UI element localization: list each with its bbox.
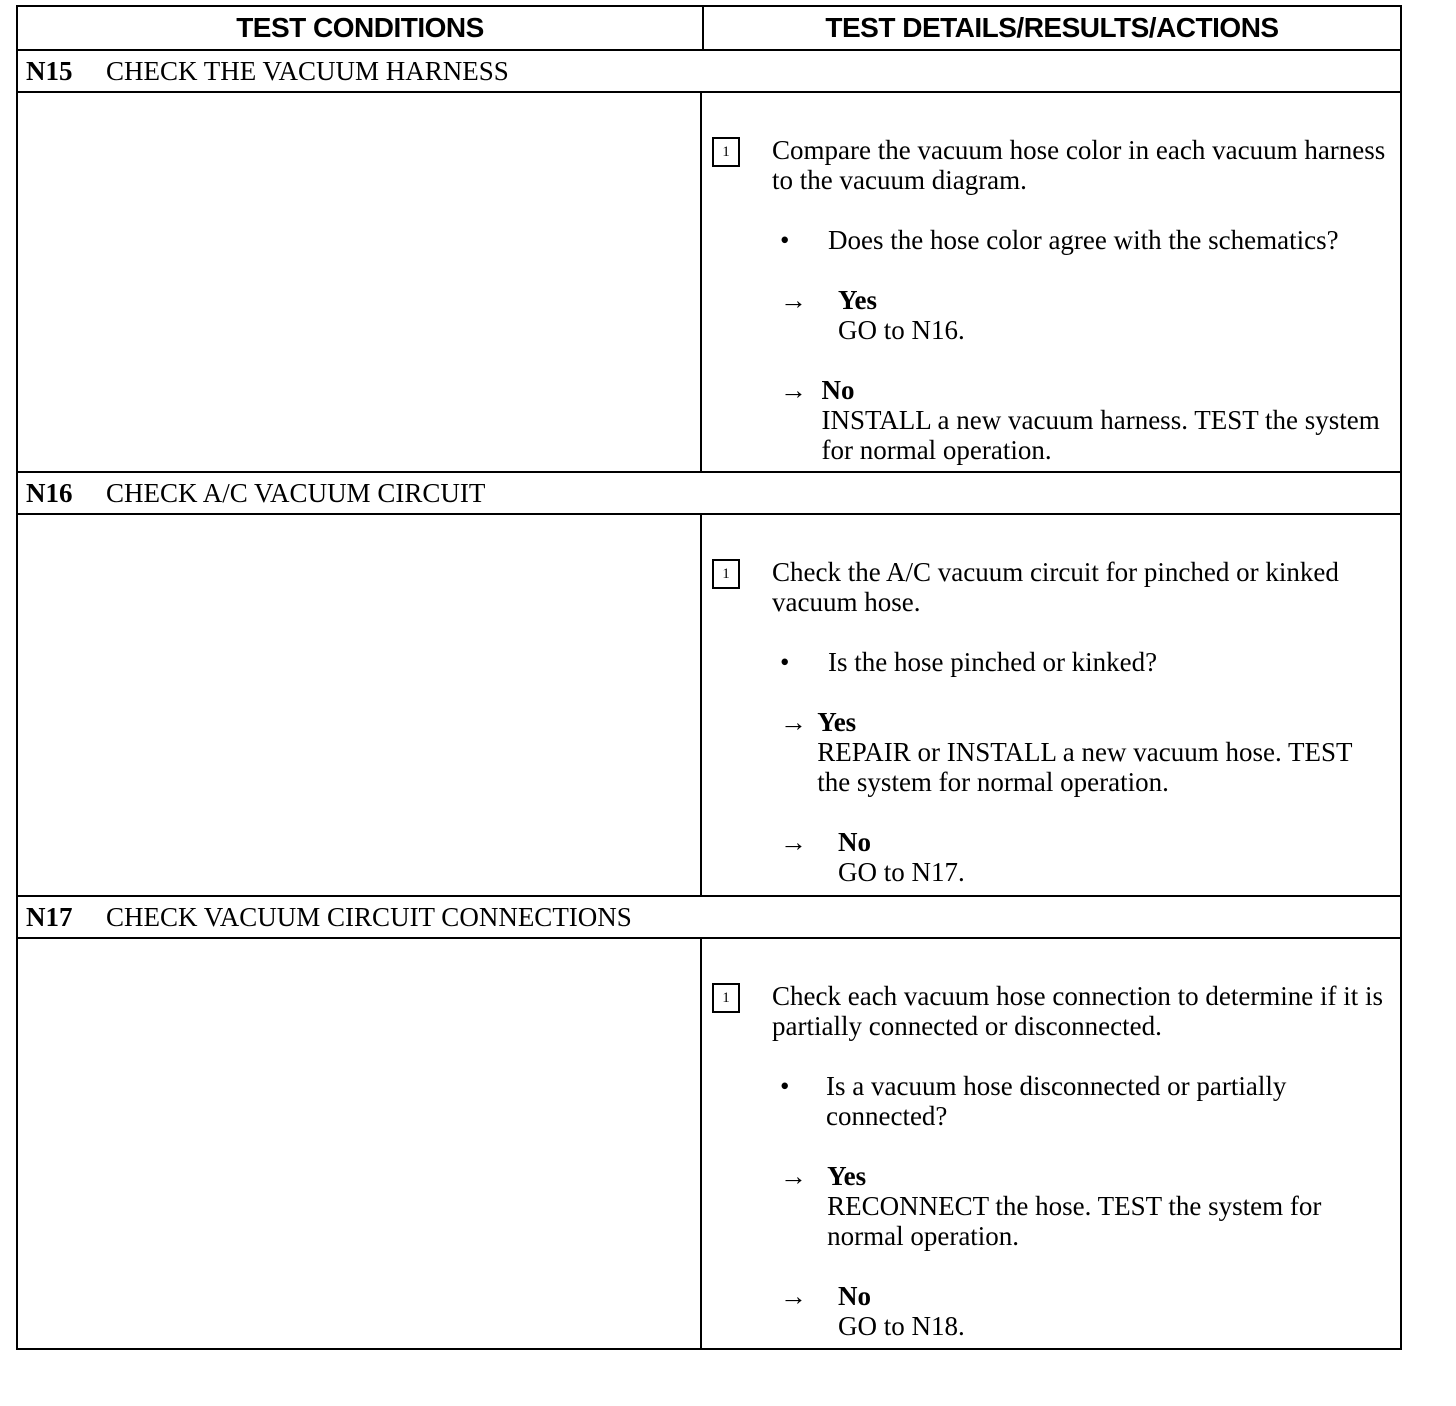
arrow-right-icon: → <box>780 1161 807 1191</box>
no-label: No <box>838 827 871 857</box>
question <box>780 1071 1390 1131</box>
answer-yes <box>780 1161 1390 1251</box>
step-number-box: 1 <box>712 559 740 589</box>
section-code: N16 <box>26 477 73 508</box>
question <box>780 225 1390 255</box>
arrow-right-icon: → <box>780 375 807 405</box>
yes-label: Yes <box>827 1161 867 1191</box>
step-number-box: 1 <box>712 983 740 1013</box>
section-title <box>18 897 1400 939</box>
section-body <box>18 93 1400 473</box>
bullet-icon: • <box>780 225 790 255</box>
section-title-text: CHECK THE VACUUM HARNESS <box>106 55 509 86</box>
test-conditions-cell <box>18 515 702 895</box>
header-test-details: TEST DETAILS/RESULTS/ACTIONS <box>825 12 1279 43</box>
arrow-right-icon: → <box>780 1281 807 1311</box>
no-action: GO to N17. <box>838 857 965 887</box>
arrow-right-icon: → <box>780 827 807 857</box>
arrow-right-icon: → <box>780 285 807 315</box>
step <box>712 135 1390 195</box>
step <box>712 557 1390 617</box>
answer-no <box>780 375 1390 465</box>
step-instruction: Check the A/C vacuum circuit for pinched or kinked vacuum hose. <box>772 557 1339 617</box>
header-test-conditions: TEST CONDITIONS <box>18 7 704 49</box>
step-instruction: Compare the vacuum hose color in each vacuum harness to the vacuum diagram. <box>772 135 1386 195</box>
test-details-cell <box>702 939 1400 1348</box>
yes-action: RECONNECT the hose. TEST the system for normal operation. <box>827 1191 1322 1251</box>
section-body <box>18 939 1400 1348</box>
yes-action: REPAIR or INSTALL a new vacuum hose. TEST the system for normal operation. <box>817 737 1352 797</box>
step-instruction: Check each vacuum hose connection to determine if it is partially connected or disconnected. <box>772 981 1384 1041</box>
yes-label: Yes <box>838 285 877 315</box>
section-code: N15 <box>26 55 73 86</box>
test-conditions-cell <box>18 939 702 1348</box>
question <box>780 647 1390 677</box>
arrow-right-icon: → <box>780 707 807 737</box>
section-code: N17 <box>26 901 73 932</box>
answer-yes <box>780 707 1390 797</box>
test-details-cell <box>702 93 1400 471</box>
diagnostic-table <box>16 5 1402 1350</box>
section-title <box>18 473 1400 515</box>
step <box>712 981 1390 1041</box>
section-body <box>18 515 1400 897</box>
section-title <box>18 51 1400 93</box>
section-title-text: CHECK A/C VACUUM CIRCUIT <box>106 477 486 508</box>
yes-action: GO to N16. <box>838 315 965 345</box>
test-details-cell <box>702 515 1400 895</box>
question-text: Does the hose color agree with the schematics? <box>828 225 1339 255</box>
question-text: Is a vacuum hose disconnected or partially connected? <box>826 1071 1287 1131</box>
no-label: No <box>838 1281 871 1311</box>
answer-no <box>780 827 1390 887</box>
answer-yes <box>780 285 1390 345</box>
no-action: INSTALL a new vacuum harness. TEST the system for normal operation. <box>821 405 1380 465</box>
yes-label: Yes <box>817 707 857 737</box>
question-text: Is the hose pinched or kinked? <box>828 647 1158 677</box>
answer-no <box>780 1281 1390 1341</box>
section-title-text: CHECK VACUUM CIRCUIT CONNECTIONS <box>106 901 632 932</box>
step-number-box: 1 <box>712 137 740 167</box>
bullet-icon: • <box>780 647 790 677</box>
no-label: No <box>821 375 855 405</box>
bullet-icon: • <box>780 1071 790 1101</box>
no-action: GO to N18. <box>838 1311 965 1341</box>
table-header <box>18 7 1400 51</box>
test-conditions-cell <box>18 93 702 471</box>
